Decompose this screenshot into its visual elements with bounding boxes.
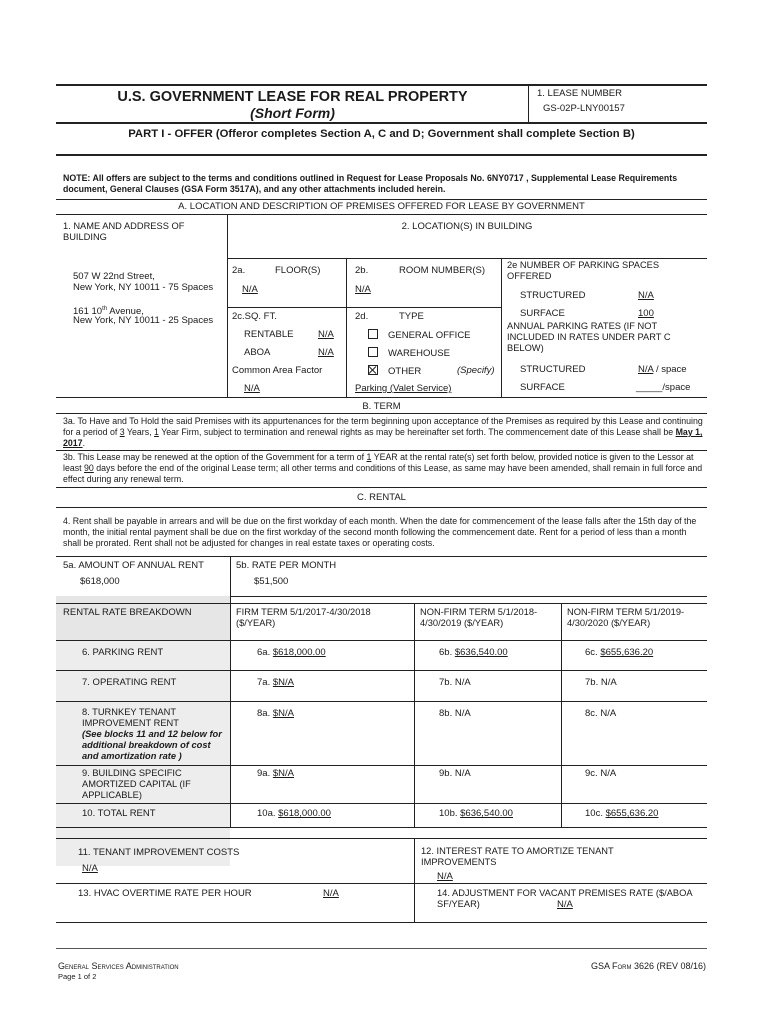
blocks-divider [414,838,415,922]
section-a-title: A. LOCATION AND DESCRIPTION OF PREMISES OFFERED FOR LEASE BY GOVERNMENT [178,201,585,212]
specify-label: (Specify) [457,365,495,376]
rate-structured-value: N/A / space [638,364,687,375]
annual-rent-label: 5a. AMOUNT OF ANNUAL RENT [63,560,204,571]
term-3b-rule [56,487,707,488]
common-area-value: N/A [244,383,260,394]
block-11-top-rule [56,838,707,839]
table-col-1 [230,596,231,827]
warehouse-checkbox[interactable] [368,347,378,357]
building-capital-firm: 9a. $N/A [257,768,294,779]
lease-number-label: 1. LEASE NUMBER [537,88,622,99]
header-bottom-rule [56,122,707,124]
operating-rent-nonfirm-2: 7b. N/A [585,677,617,688]
turnkey-rent-nonfirm-2: 8c. N/A [585,708,617,719]
annual-rent-value: $618,000 [80,576,120,587]
general-office-checkbox[interactable] [368,329,378,339]
row-9-rule [56,803,707,804]
footer-rule [56,948,707,949]
ti-costs-value: N/A [82,863,98,874]
structured-label: STRUCTURED [520,290,586,301]
term-3a: 3a. To Have and To Hold the said Premises with its appurtenances for the term beginning upon acceptance of the Premises as required by this Lease and continuing for a period of 3 Years, 1 Year Firm, subject to termination and renewal rights as may be hereinafter set forth. The commencement date of this Lease shall be May 1, 2017. [63,416,703,448]
row-8-rule [56,765,707,766]
section-b-title: B. TERM [362,401,401,412]
aboa-value: N/A [318,347,334,358]
footer-page: Page 1 of 2 [58,972,97,981]
type-label: TYPE [399,311,424,322]
breakdown-label: RENTAL RATE BREAKDOWN [63,607,192,618]
parking-rent-nonfirm-1: 6b. $636,540.00 [439,647,508,658]
total-rent-firm: 10a. $618,000.00 [257,808,331,819]
part1-bottom-rule [56,154,707,156]
hvac-value: N/A [323,888,339,899]
section-c-rule [56,507,707,508]
term-3b: 3b. This Lease may be renewed at the option of the Government for a term of 1 YEAR at the rental rate(s) set forth below, provided notice is given to the Lessor at least 90 days before the end of the original Lease term; all other terms and conditions of this Lease, as same may have been amended, shall remain in full force and effect during any renewal term. [63,452,703,484]
floors-label: FLOOR(S) [275,265,321,276]
form-title: U.S. GOVERNMENT LEASE FOR REAL PROPERTY [117,89,468,105]
operating-rent-label: 7. OPERATING RENT [82,677,177,688]
section-a-rule [56,214,707,215]
firm-term-header: FIRM TERM 5/1/2017-4/30/2018 ($/YEAR) [236,607,371,628]
total-rent-label: 10. TOTAL RENT [82,808,156,819]
floors-num: 2a. [232,265,246,276]
annual-parking-rates-label: ANNUAL PARKING RATES (IF NOT INCLUDED IN RATES UNDER PART C BELOW) [507,321,671,353]
top-rule [56,84,707,86]
aboa-label: ABOA [244,347,271,358]
sub-divider-2 [501,258,502,397]
turnkey-rent-label: 8. TURNKEY TENANT IMPROVEMENT RENT [82,707,179,728]
general-office-option[interactable]: GENERAL OFFICE [368,329,471,341]
adjustment-label: 14. ADJUSTMENT FOR VACANT PREMISES RATE ($/ABOA SF/YEAR) [437,888,693,909]
structured-value: N/A [638,290,654,301]
table-col-2 [414,603,415,827]
ti-costs-label: 11. TENANT IMPROVEMENT COSTS [78,847,240,858]
sqft-label: 2c.SQ. FT. [232,311,277,322]
other-value: Parking (Valet Service) [355,383,452,394]
header-divider [528,84,529,122]
parking-rent-label: 6. PARKING RENT [82,647,164,658]
section-a-divider [227,214,228,397]
note-rule [56,199,707,200]
row-6-rule [56,670,707,671]
building-capital-nonfirm-2: 9c. N/A [585,768,617,779]
block-13-rule [56,883,707,884]
form-subtitle: (Short Form) [250,105,335,121]
section-a-bottom-rule [56,397,707,398]
rent-5-divider [230,556,231,596]
room-num: 2b. [355,265,369,276]
section-b-rule [56,413,707,414]
rate-surface-label: SURFACE [520,382,565,393]
lease-number-value: GS-02P-LNY00157 [543,103,625,114]
part1-heading: PART I - OFFER (Offeror completes Section A, C and D; Government shall complete Section B) [128,128,635,140]
operating-rent-nonfirm-1: 7b. N/A [439,677,471,688]
monthly-rent-label: 5b. RATE PER MONTH [236,560,337,571]
address-2-line-1: 161 10th Avenue, [73,306,144,318]
turnkey-rent-note: (See blocks 11 and 12 below for additional breakdown of cost and amortization rate ) [82,729,222,761]
rent-paragraph-4: 4. Rent shall be payable in arrears and will be due on the first workday of each month. When the date for commencement of the lease falls after the 15th day of the month, the initial rental payment shall be due on the first workday of the second month following the commencement date. Rent for a period of less than a month shall be prorated. Rent shall not be adjusted for changes in real estate taxes or operating costs. [63,516,697,548]
nonfirm-term-2-header: NON-FIRM TERM 5/1/2019- 4/30/2020 ($/YEAR) [567,607,685,628]
row-10-rule [56,827,707,828]
total-rent-nonfirm-2: 10c. $655,636.20 [585,808,659,819]
sub-divider-1 [346,258,347,397]
table-col-3 [561,603,562,827]
para-4-rule [56,556,707,557]
footer-form-number: GSA Form 3626 (REV 08/16) [590,961,706,971]
rentable-value: N/A [318,329,334,340]
turnkey-rent-nonfirm-1: 8b. N/A [439,708,471,719]
parking-rent-nonfirm-2: 6c. $655,636.20 [585,647,654,658]
interest-rate-value: N/A [437,871,453,882]
name-address-label: 1. NAME AND ADDRESS OF BUILDING [63,221,185,242]
common-area-label: Common Area Factor [232,365,323,376]
parking-spaces-label: 2e NUMBER OF PARKING SPACES OFFERED [507,260,660,281]
type-num: 2d. [355,311,369,322]
warehouse-option[interactable]: WAREHOUSE [368,347,450,359]
table-top-rule [56,603,707,604]
location-rule [227,258,707,259]
floors-value: N/A [242,284,258,295]
rentable-label: RENTABLE [244,329,294,340]
interest-rate-label: 12. INTEREST RATE TO AMORTIZE TENANT IMPROVEMENTS [421,846,614,867]
nonfirm-term-1-header: NON-FIRM TERM 5/1/2018- 4/30/2019 ($/YEAR) [420,607,538,628]
row-7-rule [56,701,707,702]
surface-value: 100 [638,308,654,319]
note-text: NOTE: All offers are subject to the terms and conditions outlined in Request for Lease Proposals No. 6NY0717 , Supplemental Lease Requirements document, General Clauses (GSA Form 3517A), and any other attachments included herein. [63,173,678,194]
turnkey-rent-firm: 8a. $N/A [257,708,294,719]
rate-structured-label: STRUCTURED [520,364,586,375]
room-label: ROOM NUMBER(S) [399,265,486,276]
other-checkbox-checked[interactable] [368,365,378,375]
table-header-rule [56,640,707,641]
hvac-label: 13. HVAC OVERTIME RATE PER HOUR [78,888,252,899]
parking-rent-firm: 6a. $618,000.00 [257,647,326,658]
surface-label: SURFACE [520,308,565,319]
building-capital-nonfirm-1: 9b. N/A [439,768,471,779]
blocks-bottom-rule [56,922,707,923]
location-label: 2. LOCATION(S) IN BUILDING [401,221,533,232]
other-option[interactable]: OTHER [368,365,421,377]
total-rent-nonfirm-1: 10b. $636,540.00 [439,808,513,819]
adjustment-value: N/A [557,899,573,910]
operating-rent-firm: 7a. $N/A [257,677,294,688]
building-capital-label: 9. BUILDING SPECIFIC AMORTIZED CAPITAL (IF APPLICABLE) [82,768,191,800]
room-value: N/A [355,284,371,295]
address-2-line-2: New York, NY 10011 - 25 Spaces [73,315,214,326]
term-3a-rule [56,450,707,451]
address-1-line-2: New York, NY 10011 - 75 Spaces [73,282,214,293]
footer-agency: General Services Administration [58,961,179,971]
rate-surface-value: _____/space [636,382,691,393]
address-1-line-1: 507 W 22nd Street, [73,271,155,282]
monthly-rent-value: $51,500 [254,576,289,587]
section-c-title: C. RENTAL [357,492,406,503]
floor-room-rule [227,307,501,308]
